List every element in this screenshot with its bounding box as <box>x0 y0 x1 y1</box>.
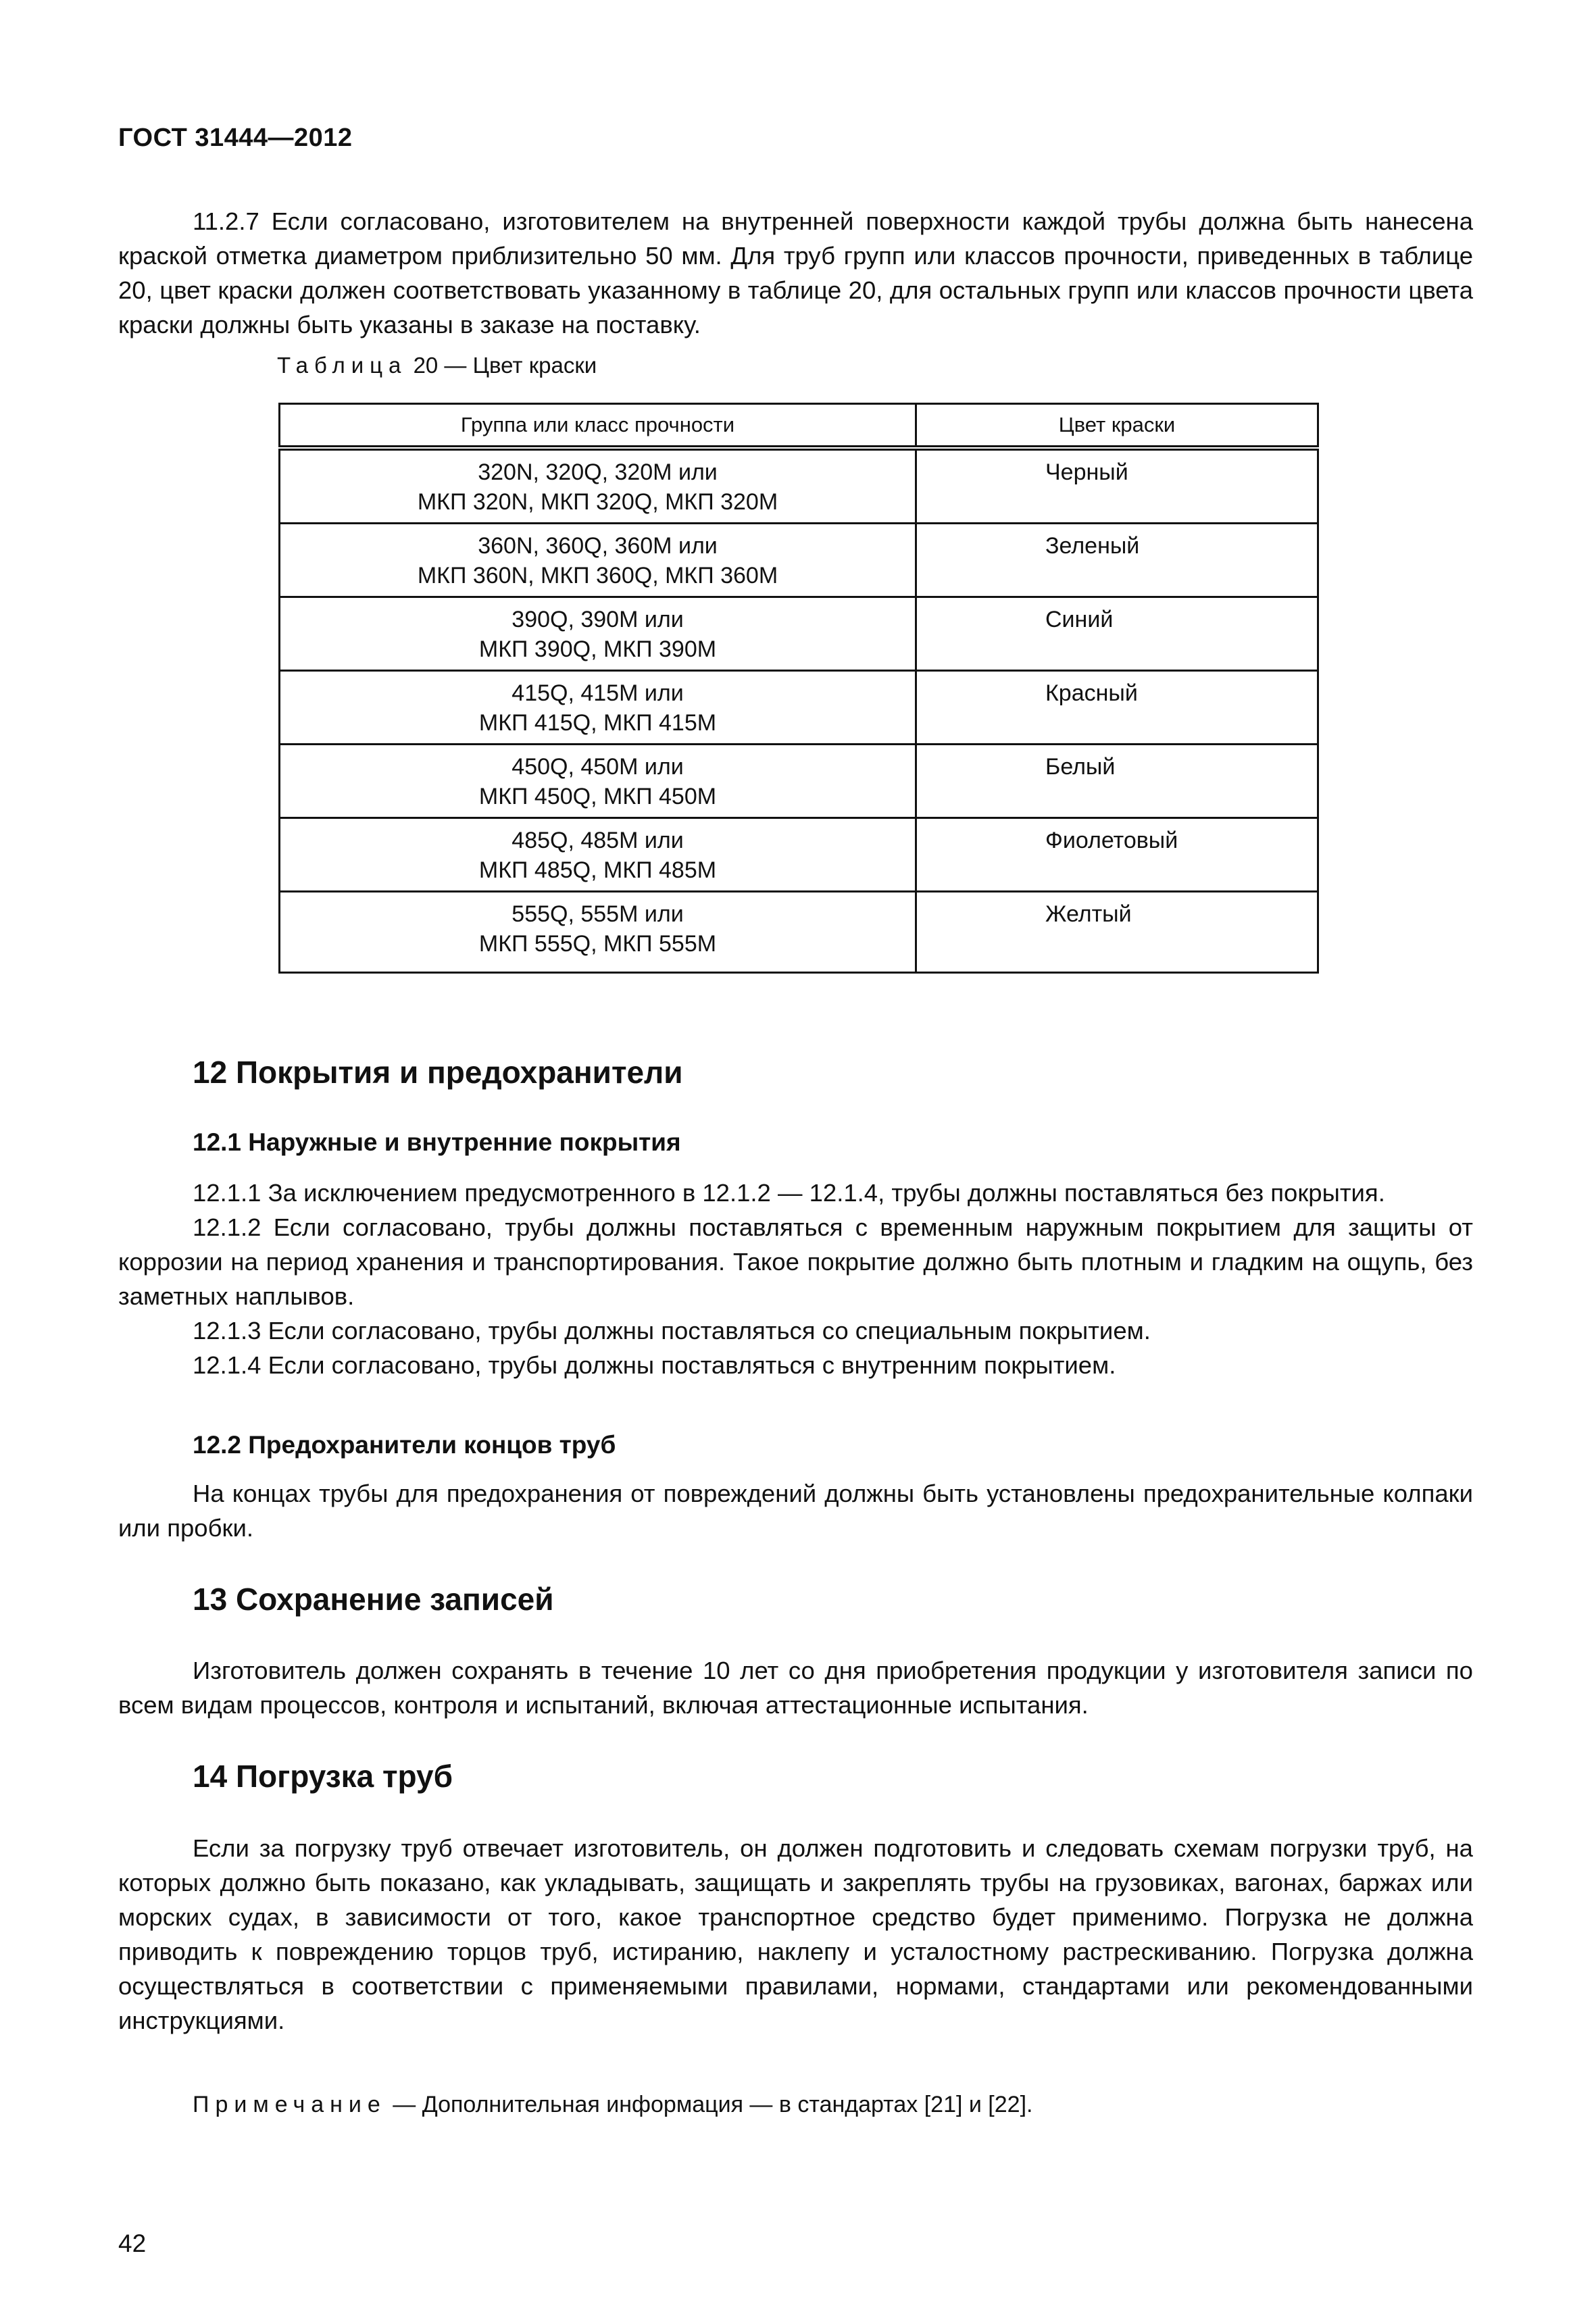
paragraph-13: Изготовитель должен сохранять в течение 10 лет со дня приобретения продукции у изготовителя записи по всем видам процессов, контроля и испытаний, включая аттестационные испытания. <box>118 1657 1473 1719</box>
paragraph-12-1-2: 12.1.2 Если согласовано, трубы должны поставляться с временным наружным покрытием для защиты от коррозии на период хранения и транспортирования. Такое покрытие должно быть плотным и гладким на ощупь, без заметных наплывов. <box>118 1213 1473 1310</box>
table-header-row <box>280 404 1318 449</box>
note <box>118 2088 1473 2122</box>
paint-color-table <box>278 403 1319 974</box>
paragraph-12-1-1: 12.1.1 За исключением предусмотренного в 12.1.2 — 12.1.4, трубы должны поставляться без покрытия. <box>193 1179 1385 1207</box>
color-cell: Синий <box>916 597 1318 671</box>
paragraph-11-2-7 <box>118 204 1473 342</box>
table-row <box>280 818 1318 892</box>
table-row <box>280 597 1318 671</box>
section-12-heading: 12 Покрытия и предохранители <box>193 1055 683 1090</box>
paragraph-12-2: На концах трубы для предохранения от повреждений должны быть установлены предохранительные колпаки или пробки. <box>118 1480 1473 1542</box>
table-row <box>280 671 1318 745</box>
color-cell: Зеленый <box>916 524 1318 597</box>
table-row <box>280 892 1318 973</box>
table-caption-title: 20 — Цвет краски <box>413 353 597 378</box>
table-row <box>280 524 1318 597</box>
column-header-color: Цвет краски <box>916 404 1318 449</box>
color-cell: Белый <box>916 745 1318 818</box>
column-header-group: Группа или класс прочности <box>280 404 916 449</box>
paragraph-12-1-4: 12.1.4 Если согласовано, трубы должны поставляться с внутренним покрытием. <box>193 1351 1116 1379</box>
group-cell: 450Q, 450M или МКП 450Q, МКП 450M <box>280 745 916 818</box>
section-14-heading: 14 Погрузка труб <box>193 1759 453 1794</box>
table-caption <box>277 353 597 378</box>
group-cell: 485Q, 485M или МКП 485Q, МКП 485M <box>280 818 916 892</box>
table-row <box>280 745 1318 818</box>
group-cell: 555Q, 555M или МКП 555Q, МКП 555M <box>280 892 916 973</box>
paragraph-14: Если за погрузку труб отвечает изготовитель, он должен подготовить и следовать схемам погрузки труб, на которых должно быть показано, как укладывать, защищать и закреплять трубы на грузовиках, вагонах, баржах или морских судах, в зависимости от того, какое транспортное средство будет применимо. Погрузка не должна приводить к повреждению торцов труб, истиранию, наклепу и усталостному растрескиванию. Погрузка должна осуществляться в соответствии с применяемыми правилами, нормами, стандартами или рекомендованными инструкциями. <box>118 1834 1473 2034</box>
section-12-1-body <box>118 1176 1473 1382</box>
section-13-body <box>118 1653 1473 1722</box>
note-label: Примечание <box>193 2092 386 2117</box>
group-cell: 320N, 320Q, 320M или МКП 320N, МКП 320Q, МКП 320M <box>280 448 916 524</box>
color-cell: Черный <box>916 448 1318 524</box>
paragraph-12-1-3: 12.1.3 Если согласовано, трубы должны поставляться со специальным покрытием. <box>193 1317 1151 1344</box>
subsection-12-1-heading: 12.1 Наружные и внутренние покрытия <box>193 1128 681 1156</box>
subsection-12-2-heading: 12.2 Предохранители концов труб <box>193 1431 616 1459</box>
section-14-body <box>118 1831 1473 2038</box>
page-number: 42 <box>118 2230 147 2257</box>
standard-header: ГОСТ 31444—2012 <box>118 124 353 152</box>
color-cell: Красный <box>916 671 1318 745</box>
section-12-2-body <box>118 1476 1473 1545</box>
group-cell: 390Q, 390M или МКП 390Q, МКП 390M <box>280 597 916 671</box>
group-cell: 415Q, 415M или МКП 415Q, МКП 415M <box>280 671 916 745</box>
color-cell: Желтый <box>916 892 1318 973</box>
paragraph-text: 11.2.7 Если согласовано, изготовителем на внутренней поверхности каждой трубы должна быть нанесена краской отметка диаметром приблизительно 50 мм. Для труб групп или классов прочности, приведенных в таблице 20, цвет краски должен соответствовать указанному в таблице 20, для остальных групп или классов прочности цвета краски должны быть указаны в заказе на поставку. <box>118 207 1473 338</box>
table-caption-word: Таблица <box>277 353 407 378</box>
note-text <box>118 2088 1473 2122</box>
note-content: — Дополнительная информация — в стандартах [21] и [22]. <box>386 2092 1033 2117</box>
section-13-heading: 13 Сохранение записей <box>193 1582 554 1617</box>
table-row <box>280 448 1318 524</box>
group-cell: 360N, 360Q, 360M или МКП 360N, МКП 360Q, МКП 360M <box>280 524 916 597</box>
color-cell: Фиолетовый <box>916 818 1318 892</box>
